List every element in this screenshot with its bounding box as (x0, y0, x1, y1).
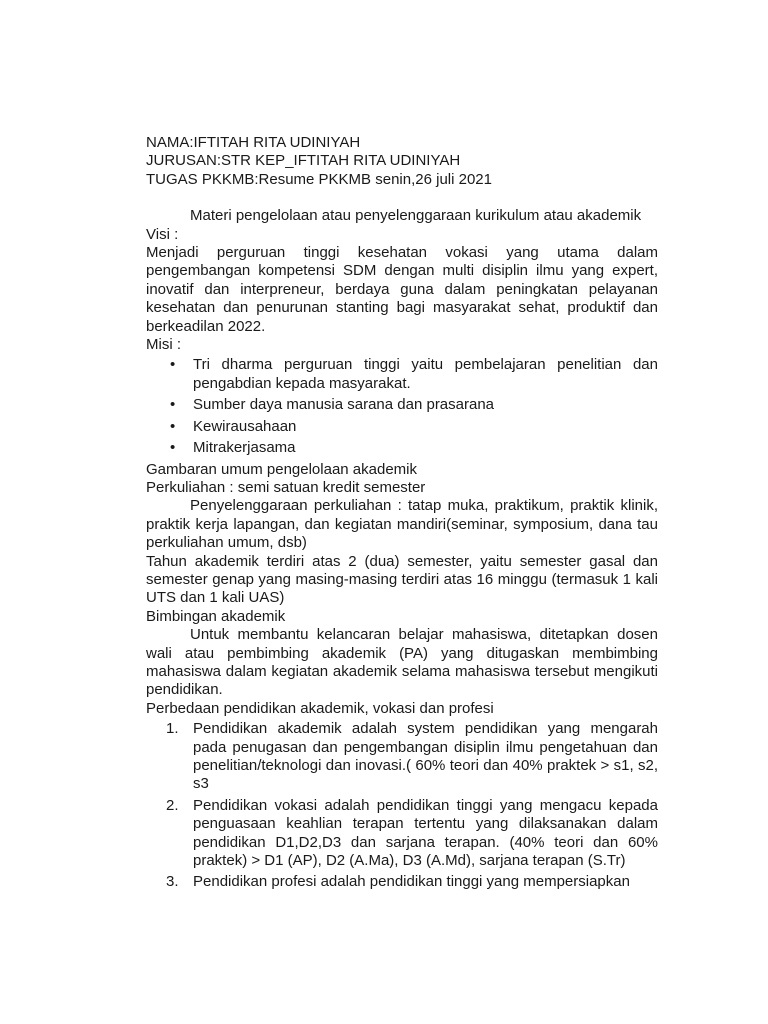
visi-text: Menjadi perguruan tinggi kesehatan vokasi yang utama dalam pengembangan kompetensi SDM dengan multi disiplin ilmu yang expert, inovatif dan interpreneur, berdaya guna dalam peningkatan pelayanan kesehatan dan penurunan stanting bagi masyarakat sehat, produktif dan berkeadilan 2022. (146, 244, 658, 335)
perkuliahan-label: Perkuliahan : semi satuan kredit semester (146, 478, 426, 496)
jurusan-line: JURUSAN:STR KEP_IFTITAH RITA UDINIYAH (146, 152, 461, 170)
list-item: 2. Pendidikan vokasi adalah pendidikan tinggi yang mengacu kepada penguasaan keahlian terapan tertentu yang dilaksanakan dalam pendidikan D1,D2,D3 dan sarjana terapan. (40% teori dan 60% praktek) > D1 (AP), D2 (A.Ma), D3 (A.Md), sarjana terapan (S.Tr) (166, 796, 658, 870)
bullet-icon: • (170, 356, 176, 374)
materi-title: Materi pengelolaan atau penyelenggaraan kurikulum atau akademik (190, 207, 642, 225)
perbedaan-list (146, 720, 658, 892)
tahun-text: Tahun akademik terdiri atas 2 (dua) semester, yaitu semester gasal dan semester genap yang masing-masing terdiri atas 16 minggu (termasuk 1 kali UTS dan 1 kali UAS) (146, 552, 658, 607)
visi-label: Visi : (146, 225, 179, 243)
list-item: 1. Pendidikan akademik adalah system pendidikan yang mengarah pada penugasan dan pengembangan disiplin ilmu pengetahuan dan penelitian/teknologi dan inovasi.( 60% teori dan 40% praktek > s1, s2, s3 (166, 720, 658, 793)
document-page (146, 134, 658, 895)
nama-line: NAMA:IFTITAH RITA UDINIYAH (146, 134, 361, 151)
misi-list (146, 356, 658, 457)
tugas-line: TUGAS PKKMB:Resume PKKMB senin,26 juli 2021 (146, 170, 492, 188)
bullet-icon: • (170, 439, 176, 457)
list-item: 3. Pendidikan profesi adalah pendidikan tinggi yang mempersiapkan (166, 873, 630, 891)
penyelenggaraan-text: Penyelenggaraan perkuliahan : tatap muka, praktikum, praktik klinik, praktik kerja lapangan, dan kegiatan mandiri(seminar, symposium, dana tau perkuliahan umum, dsb) (146, 497, 658, 552)
perbedaan-title: Perbedaan pendidikan akademik, vokasi dan profesi (146, 699, 494, 717)
list-item: • Tri dharma perguruan tinggi yaitu pembelajaran penelitian dan pengabdian kepada masyarakat. (170, 356, 658, 392)
gambaran-title: Gambaran umum pengelolaan akademik (146, 460, 417, 478)
misi-label: Misi : (146, 336, 181, 354)
bimbingan-title: Bimbingan akademik (146, 607, 286, 625)
list-item: • Mitrakerjasama (170, 439, 296, 457)
bullet-icon: • (170, 396, 176, 414)
bimbingan-text: Untuk membantu kelancaran belajar mahasiswa, ditetapkan dosen wali atau pembimbing akademik (PA) yang ditugaskan membimbing mahasiswa dalam kegiatan akademik selama mahasiswa tersebut mengikuti pendidikan. (146, 626, 658, 699)
list-item: • Sumber daya manusia sarana dan prasarana (170, 396, 495, 414)
bullet-icon: • (170, 417, 176, 435)
list-item: • Kewirausahaan (170, 417, 297, 435)
